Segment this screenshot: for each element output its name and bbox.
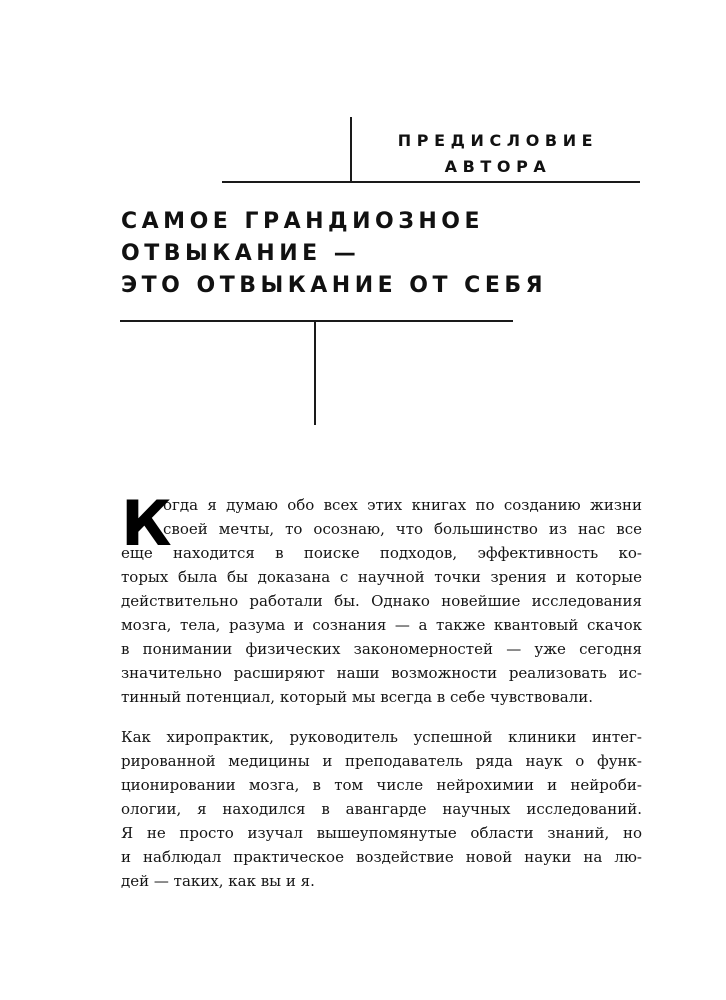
paragraph-1-line: в понимании физических закономерностей — уже сегодня	[121, 640, 642, 658]
paragraph-1-line: тинный потенциал, который мы всегда в себе чувствовали.	[121, 688, 594, 706]
paragraph-1-line: еще находится в поиске подходов, эффективность ко-	[121, 544, 642, 562]
paragraph-2-line: Я не просто изучал вышеупомянутые области знаний, но	[121, 824, 642, 842]
paragraph-1-line: значительно расширяют наши возможности реализовать ис-	[121, 664, 642, 682]
paragraph-2	[121, 725, 642, 893]
paragraph-2-line: ционировании мозга, в том числе нейрохимии и нейроби-	[121, 776, 642, 794]
chapter-title	[121, 206, 681, 302]
paragraph-1-line: действительно работали бы. Однако новейшие исследования	[121, 592, 642, 610]
chapter-title-line-3: ЭТО ОТВЫКАНИЕ ОТ СЕБЯ	[121, 273, 548, 298]
section-label	[360, 128, 636, 180]
top-horizontal-rule	[222, 181, 640, 183]
paragraph-2-line: Как хиропрактик, руководитель успешной клиники интег-	[121, 728, 642, 746]
body-text	[121, 487, 642, 893]
middle-horizontal-rule	[120, 320, 513, 322]
middle-vertical-rule	[314, 321, 316, 425]
paragraph-2-line: и наблюдал практическое воздействие новой науки на лю-	[121, 848, 642, 866]
top-vertical-rule	[350, 117, 352, 183]
paragraph-2-line: дей — таких, как вы и я.	[121, 872, 315, 890]
section-label-line-1: ПРЕДИСЛОВИЕ	[397, 131, 599, 150]
paragraph-1-line: огда я думаю обо всех этих книгах по созданию жизни	[163, 496, 642, 514]
paragraph-1	[121, 487, 642, 709]
chapter-title-line-2: ОТВЫКАНИЕ —	[121, 241, 361, 266]
drop-cap: К	[121, 487, 172, 560]
paragraph-2-line: ологии, я находился в авангарде научных исследований.	[121, 800, 642, 818]
chapter-title-line-1: САМОЕ ГРАНДИОЗНОЕ	[121, 209, 485, 234]
paragraph-1-line: своей мечты, то осознаю, что большинство из нас все	[163, 520, 642, 538]
section-label-line-2: АВТОРА	[444, 157, 552, 176]
paragraph-1-line: мозга, тела, разума и сознания — а также квантовый скачок	[121, 616, 642, 634]
paragraph-1-line: торых была бы доказана с научной точки зрения и которые	[121, 568, 642, 586]
paragraph-2-line: рированной медицины и преподаватель ряда наук о функ-	[121, 752, 642, 770]
